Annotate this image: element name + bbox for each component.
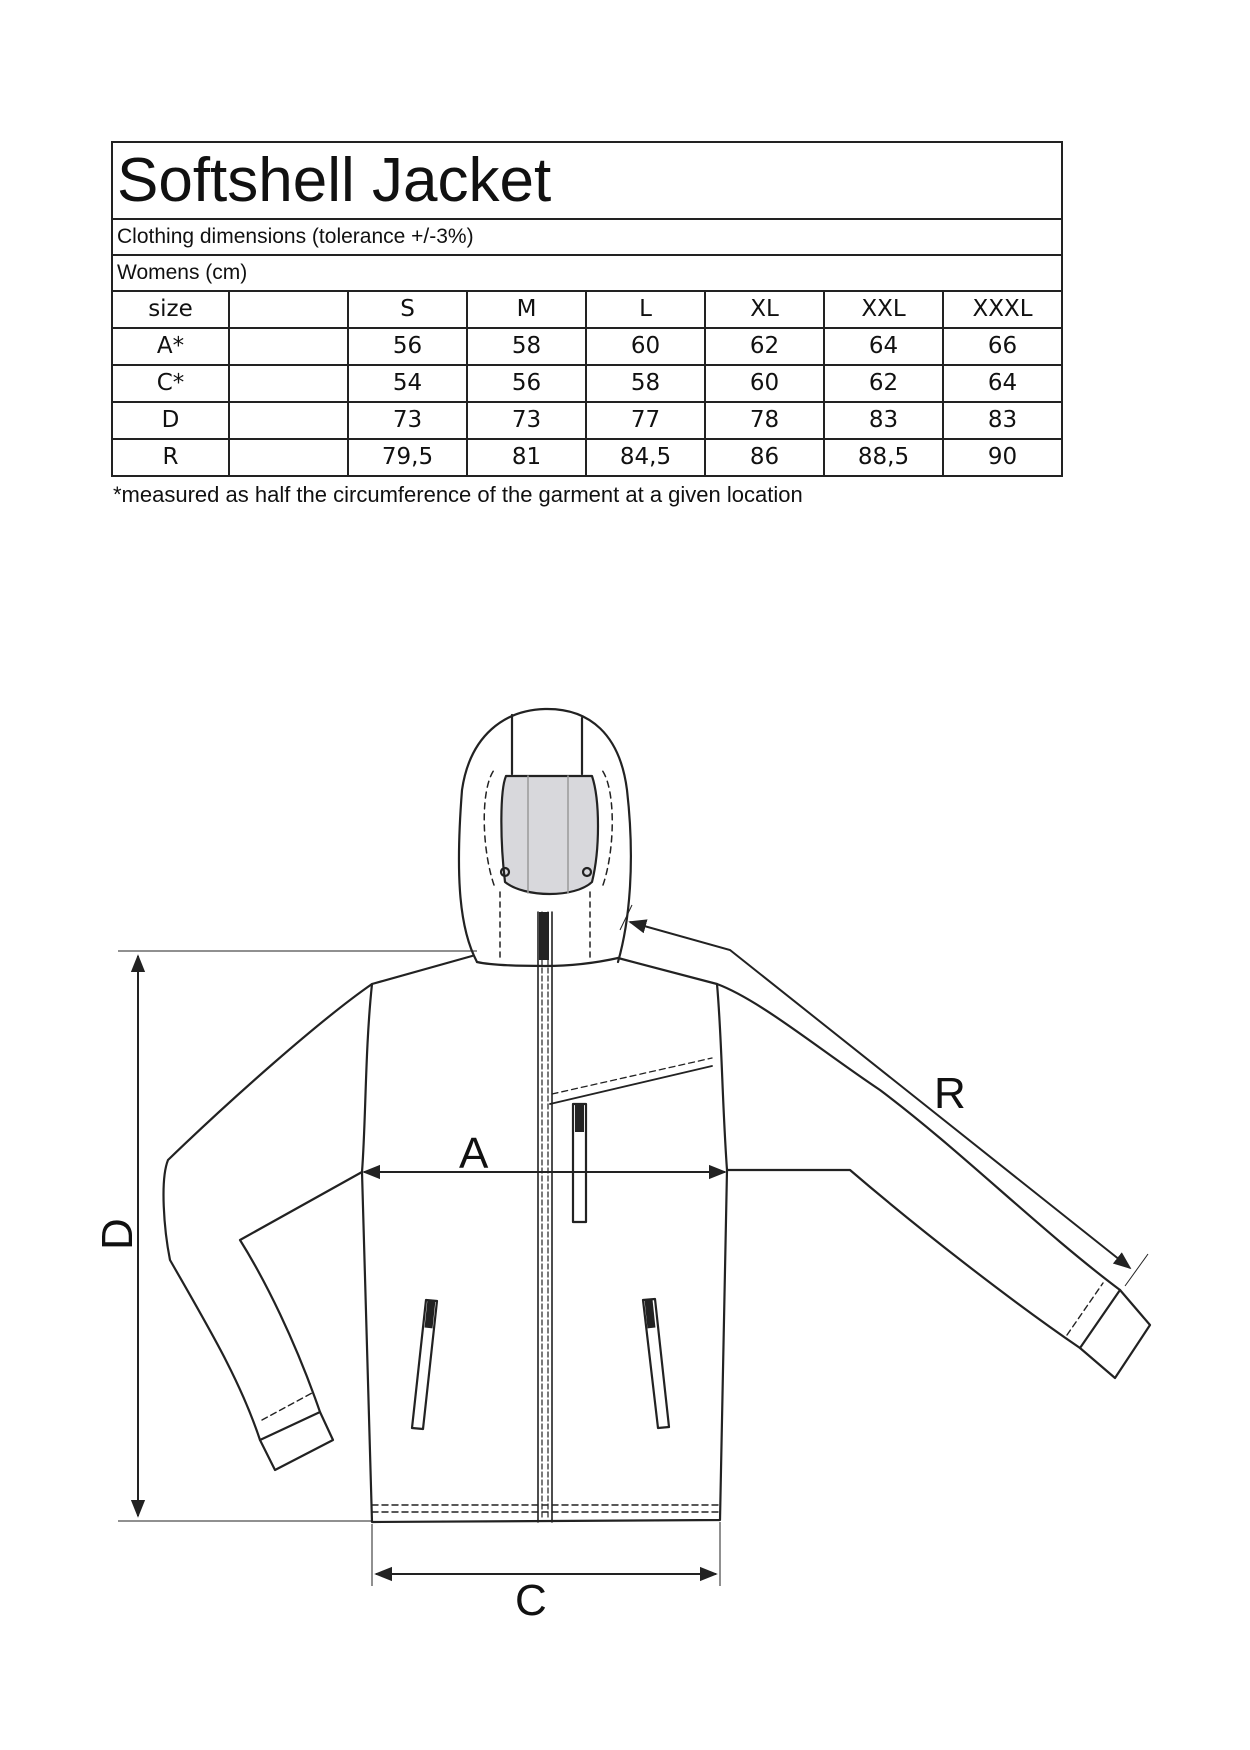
label-a: A [459,1129,489,1178]
table-cell: 84,5 [586,439,705,476]
jacket-body [362,956,727,1522]
right-sleeve [717,984,1120,1348]
table-cell: 83 [824,402,943,439]
label-c: C [515,1576,547,1625]
row-label: R [112,439,229,476]
table-cell: 64 [824,328,943,365]
table-cell: 79,5 [348,439,467,476]
table-cell: 56 [467,365,586,402]
table-cell: 88,5 [824,439,943,476]
table-cell: 90 [943,439,1062,476]
table-cell: 62 [705,328,824,365]
row-label: C* [112,365,229,402]
table-cell: 73 [467,402,586,439]
hood-lining [501,776,598,894]
header-size: S [348,291,467,328]
table-cell: 54 [348,365,467,402]
table-cell: 56 [348,328,467,365]
header-size: L [586,291,705,328]
header-size: XXL [824,291,943,328]
header-size-label: size [112,291,229,328]
table-cell: 60 [705,365,824,402]
table-cell: 66 [943,328,1062,365]
header-size: XL [705,291,824,328]
header-size: M [467,291,586,328]
header-size: XXXL [943,291,1062,328]
table-cell: 86 [705,439,824,476]
label-r: R [934,1069,966,1118]
table-subtitle: Clothing dimensions (tolerance +/-3%) [112,219,1062,255]
table-cell: 83 [943,402,1062,439]
center-zipper [538,912,552,1522]
label-d: D [93,1218,142,1250]
table-cell: 58 [586,365,705,402]
footnote: *measured as half the circumference of the garment at a given location [113,482,803,507]
table-cell: 64 [943,365,1062,402]
dimension-r-line [630,922,1130,1268]
table-cell: 81 [467,439,586,476]
left-sleeve [164,984,372,1440]
row-label: A* [112,328,229,365]
table-cell: 58 [467,328,586,365]
table-cell: 77 [586,402,705,439]
table-cell: 60 [586,328,705,365]
zipper-pull [539,912,549,960]
table-cell: 78 [705,402,824,439]
table-section: Womens (cm) [112,255,1062,291]
table-cell: 73 [348,402,467,439]
table-cell: 62 [824,365,943,402]
page-title: Softshell Jacket [112,142,1062,219]
row-label: D [112,402,229,439]
